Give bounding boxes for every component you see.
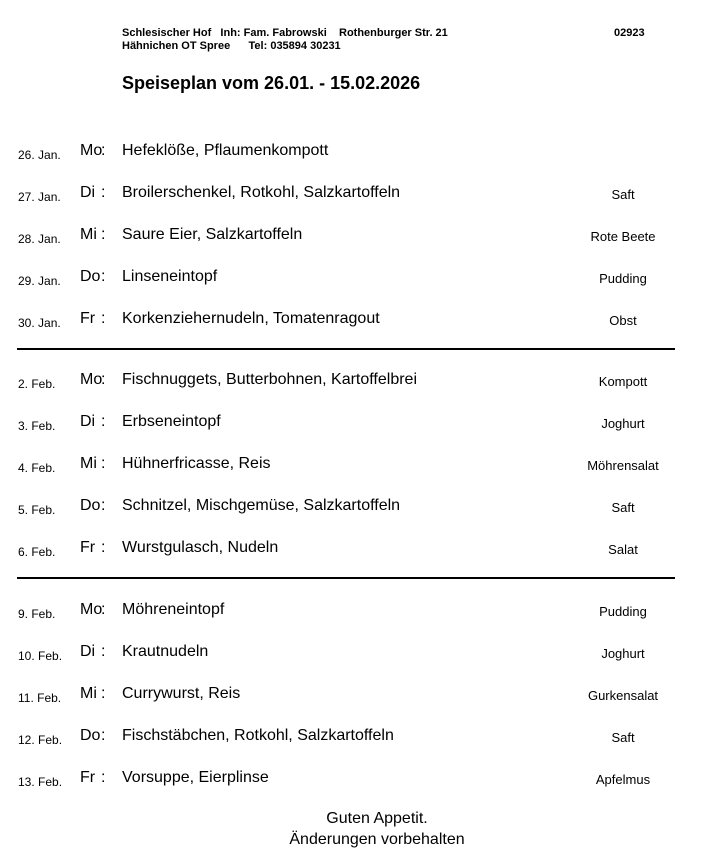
menu-date: 3. Feb. [18, 419, 56, 433]
menu-meal: Fischstäbchen, Rotkohl, Salzkartoffeln [122, 727, 394, 744]
menu-row [0, 413, 706, 433]
menu-meal: Linseneintopf [122, 268, 218, 285]
menu-row [0, 371, 706, 391]
week-divider [17, 577, 675, 579]
colon: : [101, 142, 106, 159]
menu-date: 10. Feb. [18, 649, 63, 663]
page-title: Speiseplan vom 26.01. - 15.02.2026 [122, 73, 421, 93]
menu-row [0, 226, 706, 246]
menu-weekday: Do [80, 497, 101, 514]
menu-date: 13. Feb. [18, 775, 63, 789]
menu-side: Rote Beete [590, 229, 656, 244]
footer-greeting: Guten Appetit. [326, 810, 428, 827]
menu-date: 5. Feb. [18, 503, 56, 517]
menu-weekday: Do [80, 727, 101, 744]
menu-meal: Fischnuggets, Butterbohnen, Kartoffelbrei [122, 371, 417, 388]
menu-date: 12. Feb. [18, 733, 63, 747]
menu-meal: Krautnudeln [122, 643, 209, 660]
menu-side: Pudding [599, 604, 647, 619]
menu-meal: Currywurst, Reis [122, 685, 241, 702]
menu-row [0, 268, 706, 288]
menu-row [0, 539, 706, 559]
menu-row [0, 455, 706, 475]
colon: : [101, 310, 106, 327]
menu-meal: Möhreneintopf [122, 601, 225, 618]
menu-weekday: Di [80, 413, 96, 430]
menu-date: 9. Feb. [18, 607, 56, 621]
menu-side: Saft [611, 500, 635, 515]
menu-meal: Hefeklöße, Pflaumenkompott [122, 142, 329, 159]
menu-date: 6. Feb. [18, 545, 56, 559]
menu-side: Apfelmus [595, 772, 651, 787]
menu-date: 26. Jan. [18, 148, 61, 162]
menu-row [0, 601, 706, 621]
colon: : [101, 497, 106, 514]
menu-side: Kompott [598, 374, 648, 389]
menu-weekday: Mi [80, 455, 97, 472]
colon: : [101, 268, 106, 285]
colon: : [101, 727, 106, 744]
menu-row [0, 184, 706, 204]
menu-row [0, 142, 706, 162]
footer-disclaimer: Änderungen vorbehalten [289, 831, 465, 848]
menu-weekday: Mo [80, 371, 103, 388]
menu-row [0, 497, 706, 517]
header-line-1: Schlesischer Hof Inh: Fam. Fabrowski Rothenburger Str. 21 [122, 27, 448, 39]
menu-weekday: Fr [80, 310, 96, 327]
menu-side: Salat [608, 542, 638, 557]
menu-meal: Hühnerfricasse, Reis [122, 455, 271, 472]
week-divider [17, 348, 675, 350]
menu-date: 28. Jan. [18, 232, 61, 246]
colon: : [101, 455, 106, 472]
menu-side: Pudding [599, 271, 647, 286]
menu-side: Joghurt [601, 416, 645, 431]
colon: : [101, 769, 106, 786]
colon: : [101, 184, 106, 201]
menu-meal: Korkenziehernudeln, Tomatenragout [122, 310, 380, 327]
menu-date: 29. Jan. [18, 274, 61, 288]
menu-row [0, 769, 706, 789]
menu-date: 30. Jan. [18, 316, 61, 330]
menu-row [0, 727, 706, 747]
menu-weekday: Mi [80, 226, 97, 243]
menu-meal: Wurstgulasch, Nudeln [122, 539, 279, 556]
menu-meal: Erbseneintopf [122, 413, 221, 430]
menu-weekday: Mo [80, 142, 103, 159]
menu-meal: Vorsuppe, Eierplinse [122, 769, 269, 786]
colon: : [101, 371, 106, 388]
header-line-2: Hähnichen OT Spree Tel: 035894 30231 [122, 40, 341, 52]
menu-date: 2. Feb. [18, 377, 56, 391]
menu-meal: Broilerschenkel, Rotkohl, Salzkartoffeln [122, 184, 401, 201]
colon: : [101, 413, 106, 430]
menu-weekday: Mo [80, 601, 103, 618]
menu-row [0, 685, 706, 705]
menu-date: 27. Jan. [18, 190, 61, 204]
colon: : [101, 601, 106, 618]
menu-row [0, 643, 706, 663]
colon: : [101, 643, 106, 660]
menu-date: 4. Feb. [18, 461, 56, 475]
menu-meal: Schnitzel, Mischgemüse, Salzkartoffeln [122, 497, 401, 514]
colon: : [101, 539, 106, 556]
menu-weekday: Fr [80, 769, 96, 786]
colon: : [101, 685, 106, 702]
menu-weekday: Di [80, 184, 96, 201]
menu-side: Saft [611, 730, 635, 745]
menu-row [0, 310, 706, 330]
menu-weekday: Fr [80, 539, 96, 556]
menu-date: 11. Feb. [18, 691, 62, 705]
header-postal-code: 02923 [614, 27, 645, 39]
menu-weekday: Do [80, 268, 101, 285]
menu-side: Obst [609, 313, 637, 328]
colon: : [101, 226, 106, 243]
menu-weekday: Di [80, 643, 96, 660]
menu-meal: Saure Eier, Salzkartoffeln [122, 226, 303, 243]
menu-side: Saft [611, 187, 635, 202]
menu-side: Joghurt [601, 646, 645, 661]
menu-weekday: Mi [80, 685, 97, 702]
menu-side: Möhrensalat [587, 458, 659, 473]
menu-side: Gurkensalat [587, 688, 659, 703]
